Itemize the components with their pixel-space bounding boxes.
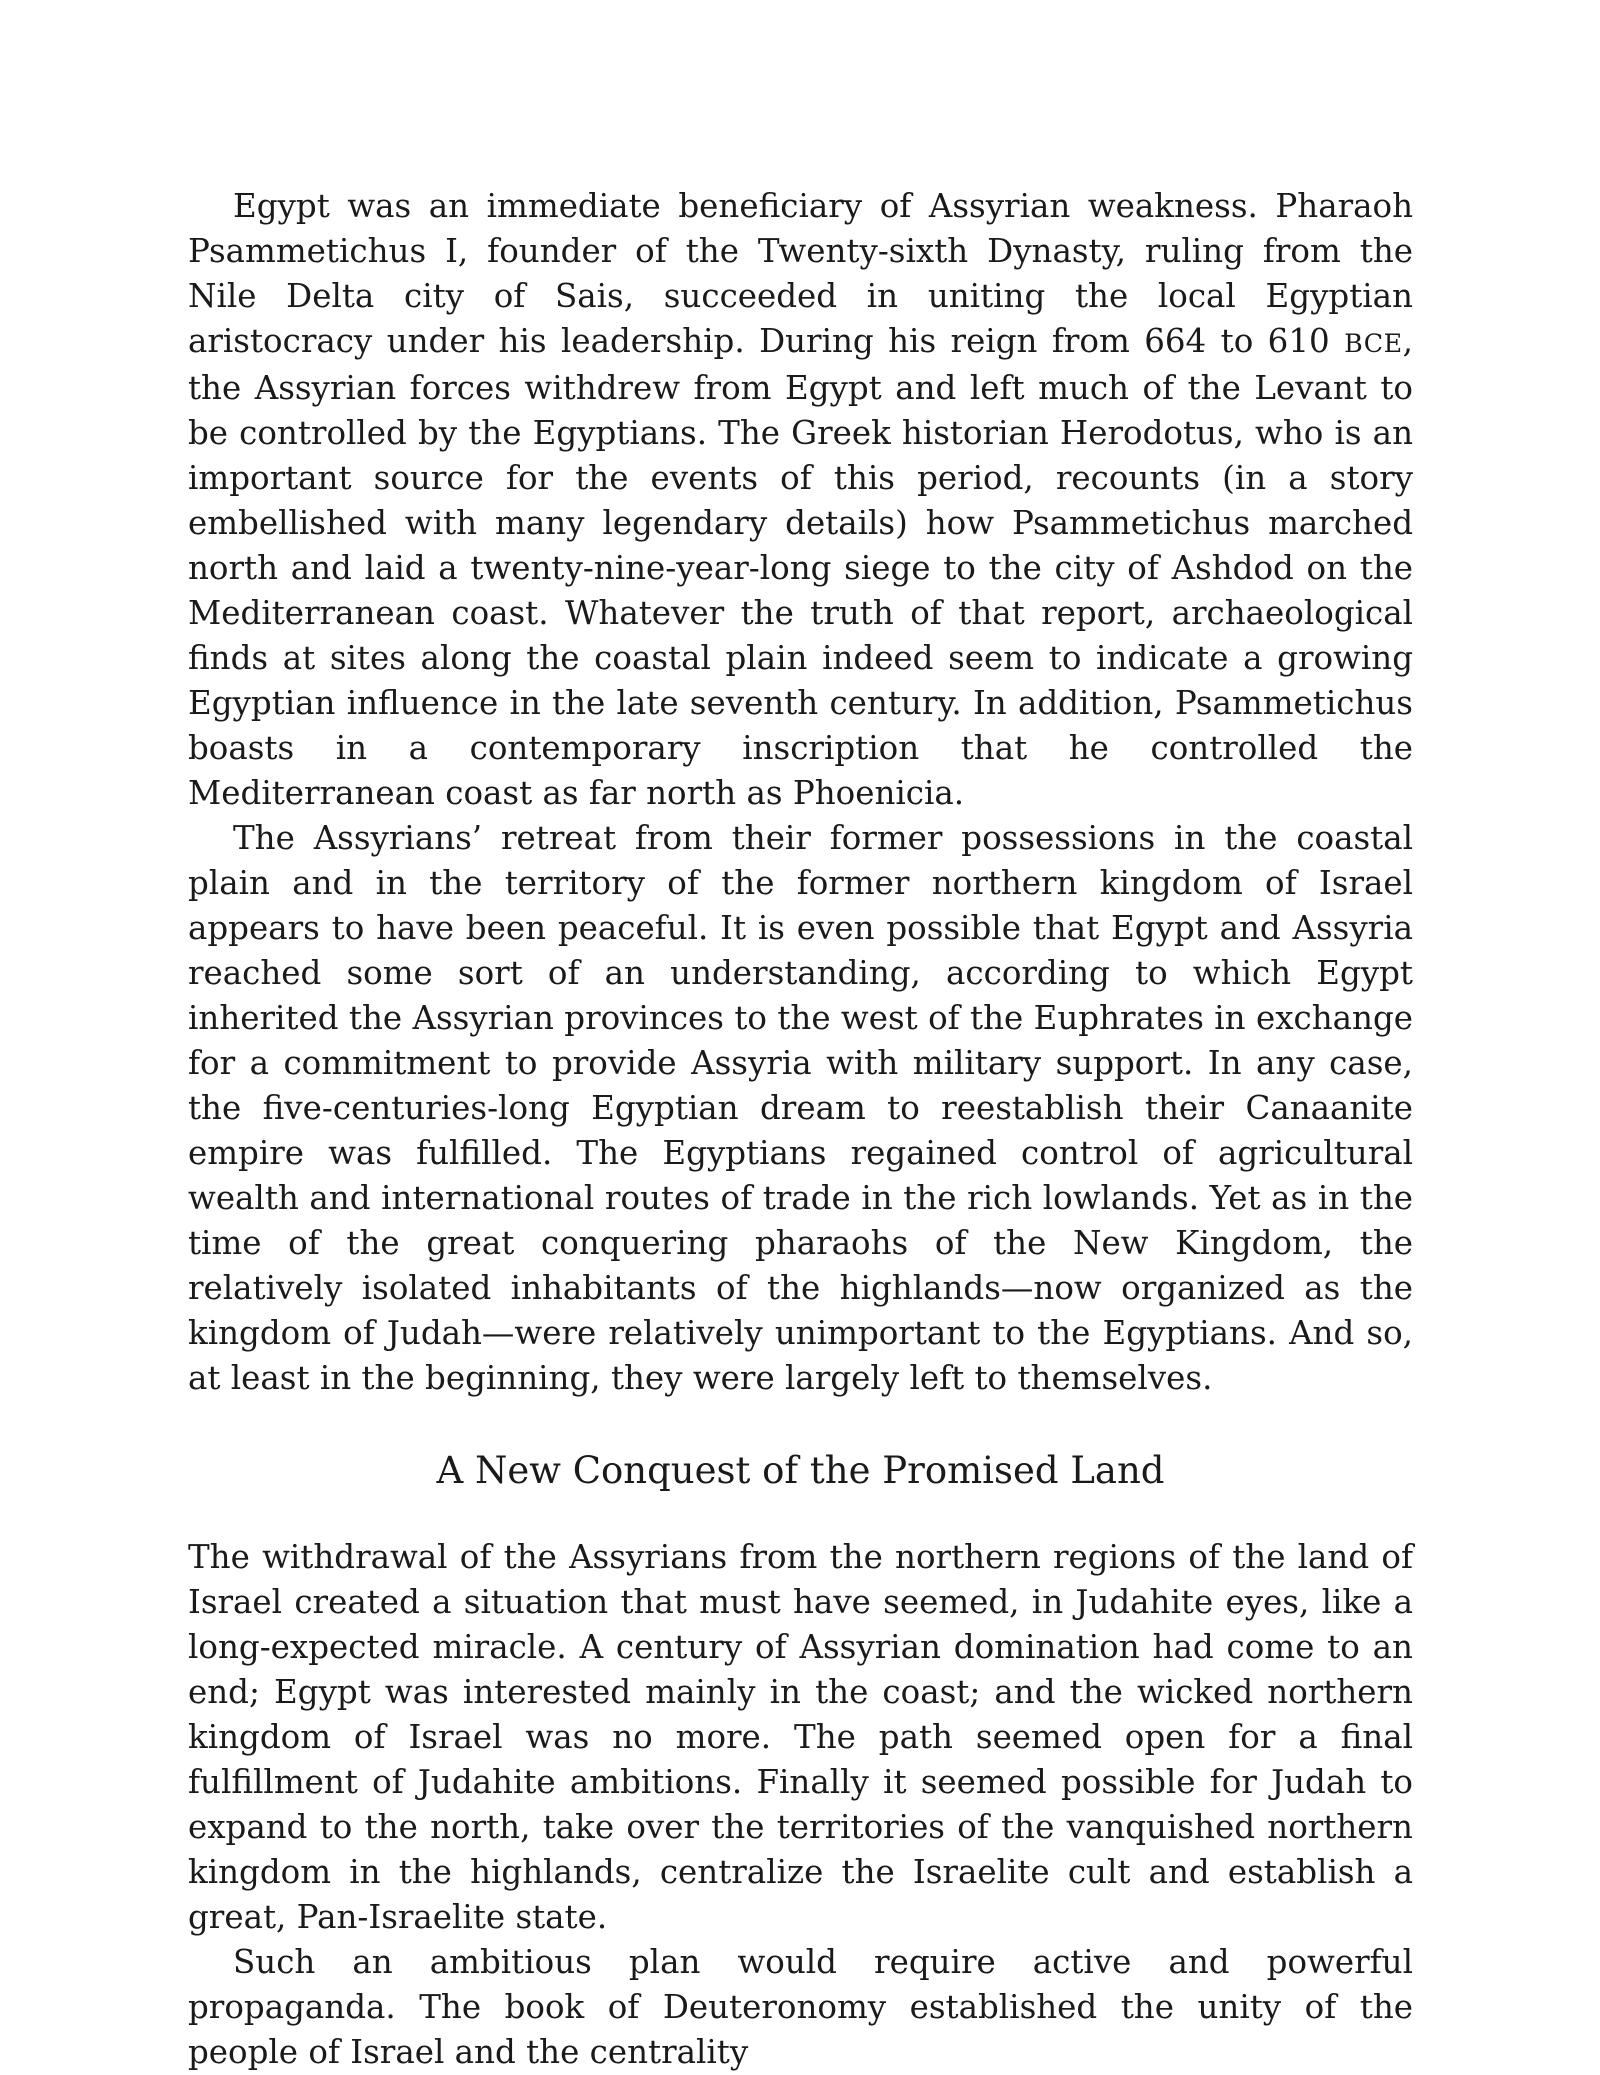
paragraph-withdrawal: The withdrawal of the Assyrians from the northern regions of the land of Israel created a situation that must have seemed, in Judahite eyes, like a long-expected miracle. A century of Assyrian domination had come to an end; Egypt was interested mainly in the coast; and the wicked northern kingdom of Israel was no more. The path seemed open for a final fulfillment of Judahite ambitions. Finally it seemed possible for Judah to expand to the north, take over the territories of the vanquished northern kingdom in the highlands, centralize the Israelite cult and establish a great, Pan-Israelite state. bbox=[188, 1538, 1413, 1936]
paragraph-text: Egypt was an immediate beneficiary of Assyrian weakness. Pharaoh Psammetichus I, founder of the Twenty-sixth Dynasty, ruling from the Nile Delta city of Sais, succeeded in uniting the local Egyptian aristocracy under his leadership. During his reign from 664 to 610 bbox=[188, 187, 1413, 360]
paragraph-text-continued: , the Assyrian forces withdrew from Egypt and left much of the Levant to be controlled by the Egyptians. The Greek historian Herodotus, who is an important source for the events of this period, recounts (in a story embellished with many legendary details) how Psammetichus marched north and laid a twenty-nine-year-long siege to the city of Ashdod on the Mediterranean coast. Whatever the truth of that report, archaeological finds at sites along the coastal plain indeed seem to indicate a growing Egyptian influence in the late seventh century. In addition, Psammetichus boasts in a contemporary inscription that he controlled the Mediterranean coast as far north as Phoenicia. bbox=[188, 322, 1413, 812]
paragraph-psammetichus bbox=[188, 184, 1413, 816]
paragraph-propaganda: Such an ambitious plan would require active and powerful propaganda. The book of Deuteronomy established the unity of the people of Israel and the centrality bbox=[188, 1943, 1413, 2071]
era-abbreviation: BCE bbox=[1344, 328, 1403, 358]
paragraph-assyrian-retreat: The Assyrians’ retreat from their former possessions in the coastal plain and in the territory of the former northern kingdom of Israel appears to have been peaceful. It is even possible that Egypt and Assyria reached some sort of an understanding, according to which Egypt inherited the Assyrian provinces to the west of the Euphrates in exchange for a commitment to provide Assyria with military support. In any case, the five-centuries-long Egyptian dream to reestablish their Canaanite empire was fulfilled. The Egyptians regained control of agricultural wealth and international routes of trade in the rich lowlands. Yet as in the time of the great conquering pharaohs of the New Kingdom, the relatively isolated inhabitants of the highlands—now organized as the kingdom of Judah—were relatively unimportant to the Egyptians. And so, at least in the beginning, they were largely left to themselves. bbox=[188, 819, 1413, 1397]
section-heading: A New Conquest of the Promised Land bbox=[436, 1449, 1165, 1492]
book-page bbox=[188, 184, 1413, 2075]
